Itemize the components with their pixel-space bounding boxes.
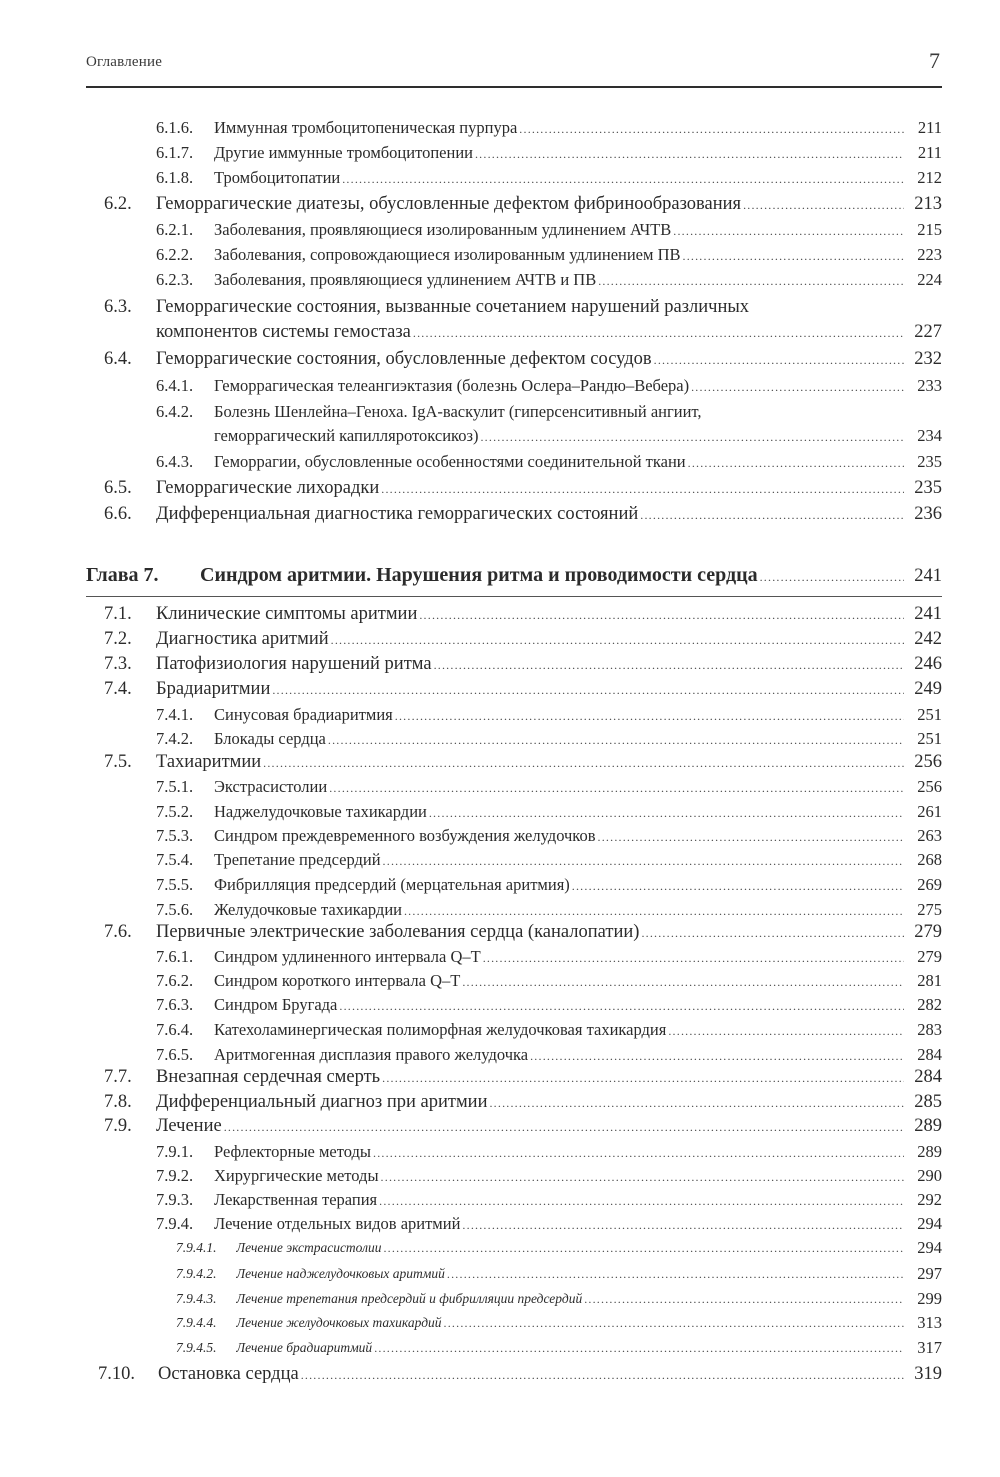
toc-entry [0, 777, 1000, 803]
leader-dots [342, 172, 904, 187]
leader-dots [489, 1096, 904, 1111]
entry-number: 7.2. [104, 629, 132, 649]
entry-page: 263 [917, 826, 942, 845]
toc-entry [0, 679, 1000, 705]
entry-number: 7.9.4.4. [176, 1315, 217, 1330]
entry-title: Геморрагии, обусловленные особенностями соединительной ткани [214, 452, 686, 471]
entry-page: 211 [917, 143, 942, 162]
entry-title: Геморрагическая телеангиэктазия (болезнь Ослера–Рандю–Вебера) [214, 376, 690, 395]
entry-number: 7.9.4. [156, 1214, 194, 1233]
toc-entry [0, 1067, 1000, 1093]
leader-dots [374, 1341, 904, 1356]
leader-dots [598, 274, 904, 289]
entry-number: 7.5. [104, 752, 132, 772]
entry-page: 292 [917, 1190, 942, 1209]
toc-entry [0, 168, 1000, 194]
entry-number: 6.3. [104, 297, 132, 317]
entry-title: Заболевания, проявляющиеся изолированным удлинением АЧТВ [214, 220, 672, 239]
entry-number: 7.9.4.5. [176, 1340, 217, 1355]
leader-dots [688, 456, 904, 471]
leader-dots [480, 430, 904, 445]
entry-title: Геморрагические лихорадки [156, 478, 380, 498]
entry-number: 7.7. [104, 1067, 132, 1087]
toc-entry [0, 1240, 1000, 1266]
leader-dots [373, 1146, 904, 1161]
leader-dots [395, 709, 904, 724]
entry-title: Тахиаритмии [156, 752, 262, 772]
leader-dots [462, 1218, 904, 1233]
toc-entry [0, 349, 1000, 375]
toc-entry [0, 1142, 1000, 1168]
entry-page: 256 [917, 777, 942, 796]
entry-page: 236 [914, 504, 942, 524]
entry-page: 275 [917, 900, 942, 919]
toc-entry [0, 504, 1000, 530]
leader-dots [447, 1267, 904, 1282]
leader-dots [434, 658, 904, 673]
entry-number: 7.9.4.1. [176, 1240, 217, 1255]
entry-page: 213 [914, 194, 942, 214]
entry-page: 294 [917, 1214, 942, 1233]
entry-title: Заболевания, проявляющиеся удлинением АЧТВ и ПВ [214, 270, 597, 289]
leader-dots [329, 781, 904, 796]
entry-number: 6.4.2. [156, 402, 194, 421]
entry-title: Наджелудочковые тахикардии [214, 802, 427, 821]
leader-dots [668, 1024, 904, 1039]
entry-page: 297 [917, 1264, 942, 1283]
entry-number: 7.5.1. [156, 777, 194, 796]
entry-page: 317 [917, 1338, 942, 1357]
chapter-rule [86, 596, 942, 597]
entry-page: 284 [914, 1067, 942, 1087]
leader-dots [383, 854, 904, 869]
toc-entry [0, 654, 1000, 680]
entry-page: 261 [917, 802, 942, 821]
entry-title: Синдром Бругада [214, 995, 338, 1014]
toc-entry [0, 947, 1000, 973]
leader-dots [691, 380, 904, 395]
leader-dots [383, 1241, 904, 1256]
leader-dots [419, 608, 904, 623]
entry-title: Синдром преждевременного возбуждения желудочков [214, 826, 596, 845]
entry-number: 7.5.3. [156, 826, 194, 845]
entry-title: Геморрагические состояния, вызванные сочетанием нарушений различных [156, 297, 750, 317]
leader-dots [331, 633, 904, 648]
toc-entry [0, 452, 1000, 478]
toc-entry [0, 376, 1000, 402]
toc-entry [0, 143, 1000, 169]
toc-entry [0, 1190, 1000, 1216]
toc-entry [0, 1315, 1000, 1341]
entry-number: 6.4. [104, 349, 132, 369]
entry-title: Синусовая брадиаритмия [214, 705, 393, 724]
entry-number: 7.6.1. [156, 947, 194, 966]
entry-title: Заболевания, сопровождающиеся изолированным удлинением ПВ [214, 245, 681, 264]
leader-dots [641, 926, 904, 941]
leader-dots [760, 570, 904, 585]
entry-page: 289 [917, 1142, 942, 1161]
entry-number: 7.4.2. [156, 729, 194, 748]
leader-dots [584, 1292, 904, 1307]
leader-dots [475, 147, 904, 162]
entry-number: 6.2.3. [156, 270, 194, 289]
entry-number: 7.6.5. [156, 1045, 194, 1064]
entry-title: Внезапная сердечная смерть [156, 1067, 381, 1087]
entry-page: 251 [917, 729, 942, 748]
running-header [86, 50, 940, 80]
entry-title: Тромбоцитопатии [214, 168, 341, 187]
entry-title: Другие иммунные тромбоцитопении [214, 143, 473, 162]
entry-title: Лечение [156, 1116, 222, 1136]
entry-title: Лечение отдельных видов аритмий [214, 1214, 461, 1233]
page-number: 7 [929, 48, 940, 73]
entry-number: 7.6.2. [156, 971, 194, 990]
entry-page: 285 [914, 1092, 942, 1112]
entry-number: 7.9.3. [156, 1190, 194, 1209]
entry-title: Дифференциальная диагностика геморрагических состояний [156, 504, 639, 524]
entry-number: 6.2.2. [156, 245, 194, 264]
entry-page: 313 [917, 1313, 942, 1332]
entry-title: Дифференциальный диагноз при аритмии [156, 1092, 488, 1112]
leader-dots [272, 683, 904, 698]
entry-number: 7.9. [104, 1116, 132, 1136]
leader-dots [483, 951, 904, 966]
entry-number: 7.1. [104, 604, 132, 624]
entry-page: 294 [917, 1238, 942, 1257]
leader-dots [382, 1071, 904, 1086]
entry-number: 7.6.3. [156, 995, 194, 1014]
leader-dots [530, 1049, 904, 1064]
entry-title: Желудочковые тахикардии [214, 900, 402, 919]
entry-number: 7.9.4.2. [176, 1266, 217, 1281]
entry-page: 233 [917, 376, 942, 395]
entry-number: 7.8. [104, 1092, 132, 1112]
leader-dots [519, 122, 904, 137]
toc-entry [0, 297, 1000, 347]
entry-page: 290 [917, 1166, 942, 1185]
leader-dots [404, 904, 904, 919]
entry-title: Лечение трепетания предсердий и фибрилляции предсердий [236, 1291, 583, 1306]
entry-number: 6.1.8. [156, 168, 194, 187]
leader-dots [673, 224, 904, 239]
toc-entry [0, 1266, 1000, 1292]
toc-entry [0, 875, 1000, 901]
toc-entry [0, 995, 1000, 1021]
entry-page: 241 [914, 604, 942, 624]
toc-entry [0, 402, 1000, 450]
entry-number: 7.3. [104, 654, 132, 674]
toc-entry [0, 604, 1000, 630]
toc-entry [0, 1291, 1000, 1317]
toc-entry [0, 752, 1000, 778]
entry-title: Лечение наджелудочковых аритмий [236, 1266, 445, 1281]
toc-entry [0, 705, 1000, 731]
toc-entry [0, 245, 1000, 271]
entry-number: 6.1.7. [156, 143, 194, 162]
entry-title: Катехоламинергическая полиморфная желудочковая тахикардия [214, 1020, 667, 1039]
entry-title: Лекарственная терапия [214, 1190, 378, 1209]
entry-number: 7.5.4. [156, 850, 194, 869]
entry-page: 223 [917, 245, 942, 264]
header-title: Оглавление [86, 54, 163, 70]
entry-title: Первичные электрические заболевания сердца (каналопатии) [156, 922, 640, 942]
entry-page: 284 [917, 1045, 942, 1064]
toc-entry [0, 270, 1000, 296]
entry-number: 7.9.4.3. [176, 1291, 217, 1306]
entry-title: Клинические симптомы аритмии [156, 604, 418, 624]
entry-title: Фибрилляция предсердий (мерцательная аритмия) [214, 875, 570, 894]
leader-dots [263, 756, 904, 771]
entry-page: 234 [917, 426, 942, 445]
entry-title: Патофизиология нарушений ритма [156, 654, 432, 674]
entry-number: 7.10. [98, 1364, 135, 1384]
entry-title: Лечение экстрасистолии [236, 1240, 382, 1255]
entry-page: 299 [917, 1289, 942, 1308]
toc-entry [0, 118, 1000, 144]
entry-title: Рефлекторные методы [214, 1142, 371, 1161]
entry-title: Экстрасистолии [214, 777, 328, 796]
entry-number: 7.5.6. [156, 900, 194, 919]
chapter-page: 241 [914, 566, 942, 586]
toc-entry [0, 826, 1000, 852]
entry-page: 235 [914, 478, 942, 498]
leader-dots [379, 1194, 904, 1209]
entry-title: Аритмогенная дисплазия правого желудочка [214, 1045, 529, 1064]
toc-entry [0, 220, 1000, 246]
leader-dots [683, 249, 905, 264]
entry-title: Лечение желудочковых тахикардий [236, 1315, 442, 1330]
entry-number: 6.1.6. [156, 118, 194, 137]
entry-title: Лечение брадиаритмий [236, 1340, 373, 1355]
entry-page: 232 [914, 349, 942, 369]
leader-dots [598, 830, 904, 845]
chapter-heading [0, 564, 1000, 594]
toc-entry [0, 1340, 1000, 1366]
chapter-title: Синдром аритмии. Нарушения ритма и проводимости сердца [200, 564, 758, 586]
entry-number: 7.6.4. [156, 1020, 194, 1039]
leader-dots [429, 806, 904, 821]
leader-dots [301, 1368, 904, 1383]
toc-entry [0, 1020, 1000, 1046]
entry-page: 289 [914, 1116, 942, 1136]
leader-dots [640, 508, 904, 523]
toc-entry [0, 629, 1000, 655]
entry-number: 6.4.1. [156, 376, 194, 395]
entry-title: Болезнь Шенлейна–Геноха. IgA-васкулит (гиперсенситивный ангиит, [214, 402, 702, 421]
entry-page: 224 [917, 270, 942, 289]
entry-page: 235 [917, 452, 942, 471]
entry-page: 282 [917, 995, 942, 1014]
leader-dots [572, 879, 904, 894]
entry-number: 7.5.5. [156, 875, 194, 894]
leader-dots [654, 353, 904, 368]
entry-number: 7.6. [104, 922, 132, 942]
toc-entry [0, 1092, 1000, 1118]
toc-entry [0, 194, 1000, 220]
entry-page: 268 [917, 850, 942, 869]
leader-dots [224, 1120, 904, 1135]
entry-page: 269 [917, 875, 942, 894]
leader-dots [444, 1316, 904, 1331]
leader-dots [381, 482, 904, 497]
leader-dots [381, 1170, 904, 1185]
entry-page: 281 [917, 971, 942, 990]
entry-page: 212 [917, 168, 942, 187]
entry-title: Диагностика аритмий [156, 629, 329, 649]
entry-page: 242 [914, 629, 942, 649]
entry-title-continued: компонентов системы гемостаза [156, 322, 411, 342]
toc-entry [0, 1116, 1000, 1142]
toc-entry [0, 478, 1000, 504]
header-rule [86, 86, 942, 88]
leader-dots [462, 975, 904, 990]
entry-title: Иммунная тромбоцитопеническая пурпура [214, 118, 518, 137]
chapter-number: Глава 7. [86, 564, 159, 586]
entry-page: 279 [917, 947, 942, 966]
toc-entry [0, 1166, 1000, 1192]
entry-page: 249 [914, 679, 942, 699]
entry-number: 7.4.1. [156, 705, 194, 724]
toc-entry [0, 802, 1000, 828]
entry-number: 6.6. [104, 504, 132, 524]
entry-page: 246 [914, 654, 942, 674]
entry-page: 279 [914, 922, 942, 942]
toc-entry [0, 850, 1000, 876]
entry-page: 256 [914, 752, 942, 772]
entry-number: 7.9.1. [156, 1142, 194, 1161]
toc-entry [0, 971, 1000, 997]
leader-dots [743, 198, 904, 213]
entry-title: Остановка сердца [158, 1364, 299, 1384]
entry-number: 7.5.2. [156, 802, 194, 821]
leader-dots [413, 326, 904, 341]
leader-dots [339, 999, 904, 1014]
toc-entry [0, 1364, 1000, 1390]
entry-number: 7.4. [104, 679, 132, 699]
entry-page: 283 [917, 1020, 942, 1039]
entry-title: Хирургические методы [214, 1166, 379, 1185]
entry-title: Трепетание предсердий [214, 850, 381, 869]
entry-title: Синдром удлиненного интервала Q–T [214, 947, 481, 966]
entry-number: 6.5. [104, 478, 132, 498]
entry-title: Блокады сердца [214, 729, 326, 748]
entry-page: 215 [917, 220, 942, 239]
entry-title: Брадиаритмии [156, 679, 271, 699]
entry-title: Геморрагические диатезы, обусловленные дефектом фибринообразования [156, 194, 742, 214]
entry-number: 6.2. [104, 194, 132, 214]
entry-title: Геморрагические состояния, обусловленные дефектом сосудов [156, 349, 652, 369]
entry-number: 6.2.1. [156, 220, 194, 239]
entry-page: 251 [917, 705, 942, 724]
entry-page: 319 [914, 1364, 942, 1384]
entry-title: Синдром короткого интервала Q–T [214, 971, 461, 990]
toc-entry [0, 1214, 1000, 1240]
entry-page: 227 [914, 322, 942, 342]
entry-number: 6.4.3. [156, 452, 194, 471]
entry-page: 211 [917, 118, 942, 137]
toc-entry [0, 922, 1000, 948]
entry-number: 7.9.2. [156, 1166, 194, 1185]
leader-dots [328, 733, 904, 748]
entry-title-continued: геморрагический капилляротоксикоз) [214, 426, 479, 445]
